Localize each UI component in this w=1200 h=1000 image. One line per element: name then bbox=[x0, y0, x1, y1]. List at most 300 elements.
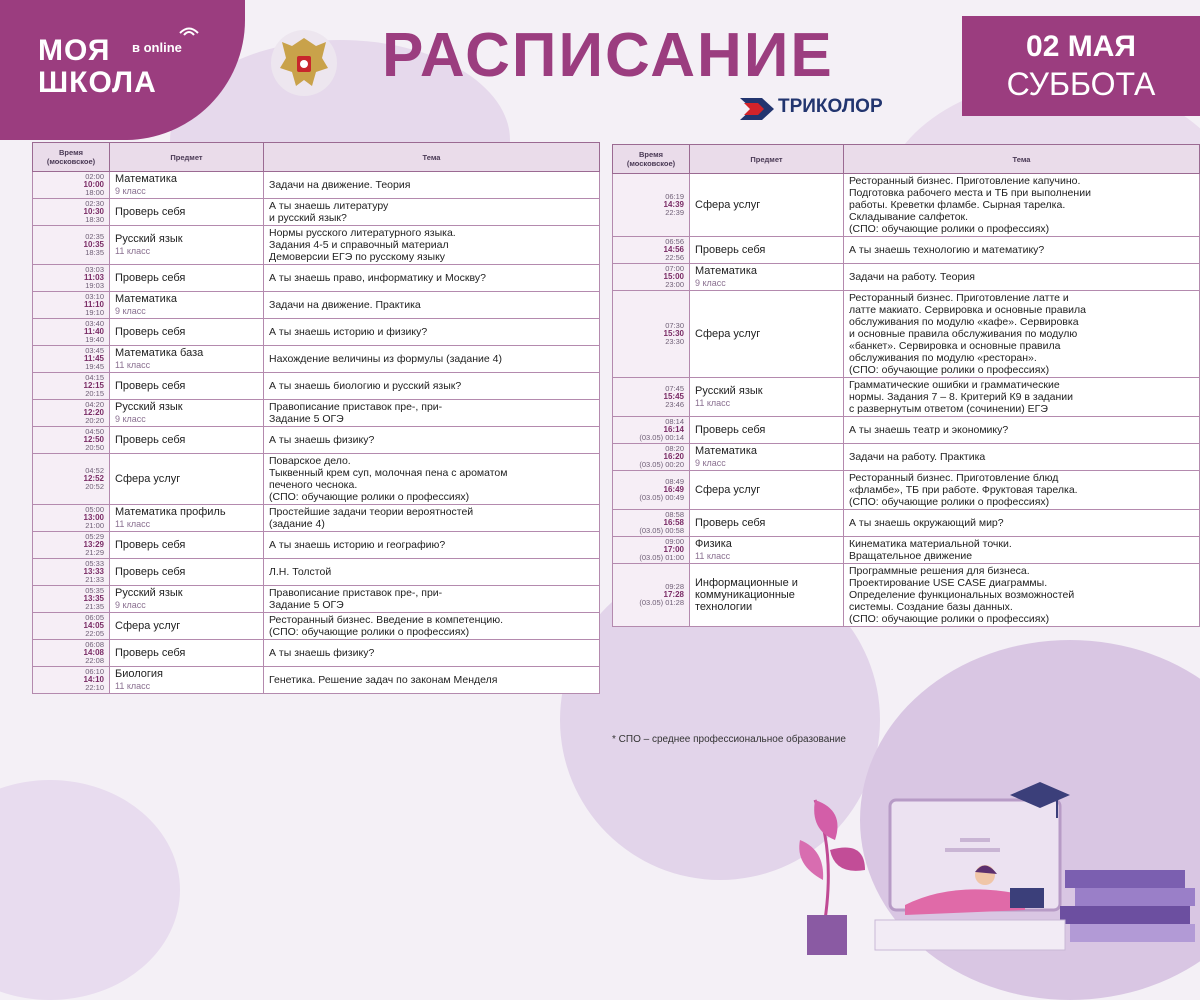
schedule-row bbox=[33, 586, 600, 613]
subject-cell bbox=[690, 291, 844, 378]
time-value: 21:33 bbox=[85, 575, 104, 584]
topic-line: Нормы русского литературного языка. bbox=[269, 227, 456, 239]
time-cell bbox=[613, 291, 690, 378]
footnote: * СПО – среднее профессиональное образование bbox=[612, 734, 846, 745]
topic-cell bbox=[844, 291, 1200, 378]
schedule-table-right bbox=[612, 144, 1200, 627]
subject-cell bbox=[110, 265, 264, 292]
time-value: 21:00 bbox=[85, 521, 104, 530]
subject-cell bbox=[110, 667, 264, 694]
topic-cell bbox=[264, 559, 600, 586]
topic-line: (СПО: обучающие ролики о профессиях) bbox=[269, 626, 470, 638]
moscow-time: 17:00 bbox=[663, 545, 684, 554]
subject-cell bbox=[110, 640, 264, 667]
background-blob bbox=[0, 780, 180, 1000]
topic-line: Проектирование USE CASE диаграммы. bbox=[849, 577, 1048, 589]
topic-cell bbox=[264, 346, 600, 373]
subject-cell bbox=[110, 319, 264, 346]
topic-line: латте макиато. Сервировка и основные правила bbox=[849, 304, 1086, 316]
topic-cell bbox=[844, 378, 1200, 417]
topic-line: (СПО: обучающие ролики о профессиях) bbox=[269, 491, 470, 503]
subject-cell bbox=[690, 264, 844, 291]
moscow-time: 11:45 bbox=[83, 354, 104, 363]
time-value: 20:20 bbox=[85, 416, 104, 425]
schedule-row bbox=[613, 291, 1200, 378]
time-value: 06:56 bbox=[665, 237, 684, 246]
subject-name: Сфера услуг bbox=[115, 620, 181, 632]
topic-line: А ты знаешь технологию и математику? bbox=[849, 244, 1045, 256]
subject-name: Физика bbox=[695, 538, 732, 550]
grade-label: 9 класс bbox=[115, 306, 146, 316]
subject-name: Русский язык bbox=[695, 385, 763, 397]
time-value: 02:00 bbox=[85, 172, 104, 181]
time-value: 05:00 bbox=[85, 505, 104, 514]
moscow-time: 14:56 bbox=[663, 245, 684, 254]
grade-label: 11 класс bbox=[695, 398, 731, 408]
time-value: 09:28 bbox=[665, 582, 684, 591]
moscow-time: 16:20 bbox=[663, 452, 684, 461]
schedule-row bbox=[613, 237, 1200, 264]
subject-cell bbox=[690, 444, 844, 471]
date-label: 02 МАЯ bbox=[1026, 30, 1136, 63]
time-value: 04:15 bbox=[85, 373, 104, 382]
moscow-time: 16:14 bbox=[663, 425, 684, 434]
moscow-time: 16:49 bbox=[663, 485, 684, 494]
schedule-row bbox=[33, 613, 600, 640]
topic-line: с развернутым ответом (сочинении) ЕГЭ bbox=[849, 403, 1048, 415]
subject-cell bbox=[110, 199, 264, 226]
topic-line: (СПО: обучающие ролики о профессиях) bbox=[849, 223, 1050, 235]
schedule-row bbox=[33, 427, 600, 454]
time-value: 21:35 bbox=[85, 602, 104, 611]
time-cell bbox=[613, 510, 690, 537]
time-value: 22:08 bbox=[85, 656, 104, 665]
subject-name: Проверь себя bbox=[695, 517, 766, 529]
grade-label: 9 класс bbox=[115, 186, 146, 196]
time-value: 07:00 bbox=[665, 264, 684, 273]
schedule-row bbox=[33, 667, 600, 694]
schedule-row bbox=[33, 319, 600, 346]
subject-name: Проверь себя bbox=[115, 647, 186, 659]
time-cell bbox=[613, 174, 690, 237]
subject-cell bbox=[110, 400, 264, 427]
time-value: (03.05) 01:00 bbox=[639, 553, 684, 562]
topic-line: Простейшие задачи теории вероятностей bbox=[269, 506, 474, 518]
schedule-row bbox=[33, 505, 600, 532]
topic-line: Задачи на движение. Теория bbox=[269, 179, 411, 191]
moscow-time: 12:20 bbox=[83, 408, 104, 417]
time-cell bbox=[33, 667, 110, 694]
topic-cell bbox=[264, 265, 600, 292]
grade-label: 9 класс bbox=[115, 600, 146, 610]
moscow-time: 13:00 bbox=[83, 513, 104, 522]
topic-line: Правописание приставок пре-, при- bbox=[269, 401, 443, 413]
topic-line: А ты знаешь физику? bbox=[269, 647, 375, 659]
subject-name: Проверь себя bbox=[115, 566, 186, 578]
topic-line: Определение функциональных возможностей bbox=[849, 589, 1075, 601]
subject-cell bbox=[110, 346, 264, 373]
topic-line: Поварское дело. bbox=[269, 455, 351, 467]
time-value: 19:45 bbox=[85, 362, 104, 371]
topic-line: Задачи на движение. Практика bbox=[269, 299, 421, 311]
time-value: (03.05) 00:14 bbox=[639, 433, 684, 442]
subject-name: Проверь себя bbox=[115, 272, 186, 284]
time-value: 21:29 bbox=[85, 548, 104, 557]
logo-line2: ШКОЛА bbox=[38, 66, 157, 99]
moscow-time: 14:05 bbox=[83, 621, 104, 630]
time-cell bbox=[33, 613, 110, 640]
time-value: 06:08 bbox=[85, 640, 104, 649]
topic-line: нормы. Задания 7 – 8. Критерий К9 в задании bbox=[849, 391, 1074, 403]
topic-line: А ты знаешь историю и географию? bbox=[269, 539, 446, 551]
subject-name: Русский язык bbox=[115, 233, 183, 245]
time-value: 04:20 bbox=[85, 400, 104, 409]
time-value: 23:30 bbox=[665, 337, 684, 346]
topic-line: и русский язык? bbox=[269, 212, 347, 224]
subject-name: Математика база bbox=[115, 347, 204, 359]
moscow-time: 10:30 bbox=[83, 207, 104, 216]
subject-name: Математика bbox=[695, 445, 757, 457]
time-cell bbox=[613, 444, 690, 471]
subject-name: Математика профиль bbox=[115, 506, 226, 518]
moscow-time: 13:33 bbox=[83, 567, 104, 576]
time-value: 19:10 bbox=[85, 308, 104, 317]
time-value: 20:15 bbox=[85, 389, 104, 398]
time-value: 22:10 bbox=[85, 683, 104, 692]
column-header-subject: Предмет bbox=[110, 143, 264, 172]
time-cell bbox=[613, 237, 690, 264]
subject-cell bbox=[110, 454, 264, 505]
topic-cell bbox=[264, 226, 600, 265]
time-value: 03:40 bbox=[85, 319, 104, 328]
schedule-row bbox=[613, 264, 1200, 291]
schedule-row bbox=[33, 454, 600, 505]
topic-line: Л.Н. Толстой bbox=[269, 566, 332, 578]
topic-cell bbox=[844, 510, 1200, 537]
topic-line: работы. Креветки фламбе. Сырная тарелка. bbox=[849, 199, 1066, 211]
moscow-time: 15:00 bbox=[663, 272, 684, 281]
weekday-label: СУББОТА bbox=[1006, 66, 1156, 102]
time-cell bbox=[33, 559, 110, 586]
schedule-row bbox=[33, 265, 600, 292]
topic-line: А ты знаешь театр и экономику? bbox=[849, 424, 1009, 436]
time-cell bbox=[33, 226, 110, 265]
tricolor-chevron-icon bbox=[740, 96, 776, 122]
topic-cell bbox=[844, 174, 1200, 237]
time-cell bbox=[33, 373, 110, 400]
date-box bbox=[962, 16, 1200, 116]
topic-line: (СПО: обучающие ролики о профессиях) bbox=[849, 364, 1050, 376]
schedule-row bbox=[613, 537, 1200, 564]
time-value: 07:45 bbox=[665, 384, 684, 393]
column-header-time: Время (московское) bbox=[33, 143, 110, 172]
time-value: 22:56 bbox=[665, 253, 684, 262]
moscow-time: 15:30 bbox=[663, 329, 684, 338]
time-value: 19:03 bbox=[85, 281, 104, 290]
topic-cell bbox=[264, 400, 600, 427]
moscow-time: 10:35 bbox=[83, 240, 104, 249]
time-cell bbox=[613, 417, 690, 444]
tricolor-logo bbox=[740, 96, 883, 122]
time-cell bbox=[33, 454, 110, 505]
subject-cell bbox=[110, 613, 264, 640]
time-cell bbox=[33, 400, 110, 427]
subject-name: Проверь себя bbox=[115, 380, 186, 392]
topic-cell bbox=[264, 640, 600, 667]
time-value: (03.05) 00:20 bbox=[639, 460, 684, 469]
column-header-topic: Тема bbox=[264, 143, 600, 172]
schedule-row bbox=[613, 417, 1200, 444]
time-cell bbox=[33, 427, 110, 454]
page-title: РАСПИСАНИЕ bbox=[382, 21, 834, 90]
time-value: 20:50 bbox=[85, 443, 104, 452]
topic-line: Грамматические ошибки и грамматические bbox=[849, 379, 1060, 391]
time-value: 08:14 bbox=[665, 417, 684, 426]
time-value: 05:33 bbox=[85, 559, 104, 568]
topic-line: Подготовка рабочего места и ТБ при выполнении bbox=[849, 187, 1091, 199]
time-cell bbox=[613, 378, 690, 417]
time-cell bbox=[33, 292, 110, 319]
topic-line: А ты знаешь физику? bbox=[269, 434, 375, 446]
topic-line: Задания 4-5 и справочный материал bbox=[269, 239, 449, 251]
topic-cell bbox=[264, 667, 600, 694]
student-illustration bbox=[795, 770, 1200, 960]
topic-line: Программные решения для бизнеса. bbox=[849, 565, 1030, 577]
grade-label: 9 класс bbox=[695, 278, 726, 288]
subject-cell bbox=[110, 427, 264, 454]
time-cell bbox=[33, 265, 110, 292]
schedule-row bbox=[613, 471, 1200, 510]
time-value: 08:49 bbox=[665, 477, 684, 486]
tricolor-name: ТРИКОЛОР bbox=[778, 96, 883, 117]
time-value: 20:52 bbox=[85, 482, 104, 491]
topic-cell bbox=[264, 373, 600, 400]
schedule-row bbox=[33, 373, 600, 400]
time-value: 18:30 bbox=[85, 215, 104, 224]
topic-line: «банкет». Сервировка и основные правила bbox=[849, 340, 1061, 352]
subject-cell bbox=[110, 373, 264, 400]
topic-line: Демоверсии ЕГЭ по русскому языку bbox=[269, 251, 446, 263]
time-value: 08:20 bbox=[665, 444, 684, 453]
grade-label: 11 класс bbox=[115, 360, 151, 370]
moscow-time: 14:39 bbox=[663, 200, 684, 209]
subject-name: Проверь себя bbox=[115, 539, 186, 551]
moscow-time: 14:08 bbox=[83, 648, 104, 657]
time-value: 18:00 bbox=[85, 188, 104, 197]
moscow-time: 13:29 bbox=[83, 540, 104, 549]
topic-line: Вращательное движение bbox=[849, 550, 973, 562]
moscow-time: 17:28 bbox=[663, 590, 684, 599]
time-value: 03:10 bbox=[85, 292, 104, 301]
time-value: 04:52 bbox=[85, 466, 104, 475]
topic-line: Задание 5 ОГЭ bbox=[269, 599, 344, 611]
topic-cell bbox=[844, 417, 1200, 444]
topic-line: обслуживания по модулю «ресторан». bbox=[849, 352, 1037, 364]
topic-line: А ты знаешь литературу bbox=[269, 200, 389, 212]
time-cell bbox=[613, 264, 690, 291]
time-cell bbox=[33, 640, 110, 667]
logo-line1: МОЯ bbox=[38, 34, 111, 67]
time-cell bbox=[33, 346, 110, 373]
schedule-row bbox=[613, 510, 1200, 537]
time-cell bbox=[33, 199, 110, 226]
time-value: 23:00 bbox=[665, 280, 684, 289]
time-cell bbox=[613, 471, 690, 510]
topic-line: Ресторанный бизнес. Приготовление блюд bbox=[849, 472, 1059, 484]
subject-cell bbox=[690, 378, 844, 417]
subject-cell bbox=[110, 292, 264, 319]
topic-cell bbox=[264, 586, 600, 613]
moscow-time: 14:10 bbox=[83, 675, 104, 684]
subject-cell bbox=[690, 174, 844, 237]
grade-label: 11 класс bbox=[115, 681, 151, 691]
moscow-time: 11:10 bbox=[83, 300, 104, 309]
topic-cell bbox=[264, 532, 600, 559]
subject-cell bbox=[690, 564, 844, 627]
time-value: 05:35 bbox=[85, 586, 104, 595]
column-header-time: Время (московское) bbox=[613, 145, 690, 174]
topic-cell bbox=[264, 427, 600, 454]
time-cell bbox=[33, 319, 110, 346]
moscow-time: 15:45 bbox=[663, 392, 684, 401]
subject-cell bbox=[690, 537, 844, 564]
schedule-row bbox=[33, 346, 600, 373]
topic-line: Задачи на работу. Теория bbox=[849, 271, 975, 283]
subject-name: Русский язык bbox=[115, 587, 183, 599]
topic-line: (задание 4) bbox=[269, 518, 325, 530]
subject-name: Биология bbox=[115, 668, 164, 680]
schedule-row bbox=[33, 292, 600, 319]
moscow-time: 11:40 bbox=[83, 327, 104, 336]
topic-line: А ты знаешь право, информатику и Москву? bbox=[269, 272, 486, 284]
subject-name: Сфера услуг bbox=[695, 328, 761, 340]
topic-cell bbox=[844, 564, 1200, 627]
topic-line: Генетика. Решение задач по законам Менделя bbox=[269, 674, 498, 686]
time-value: 19:40 bbox=[85, 335, 104, 344]
topic-line: Задание 5 ОГЭ bbox=[269, 413, 344, 425]
moscow-time: 12:52 bbox=[83, 474, 104, 483]
moscow-time: 10:00 bbox=[83, 180, 104, 189]
topic-line: Ресторанный бизнес. Приготовление капучино. bbox=[849, 175, 1081, 187]
topic-line: А ты знаешь биологию и русский язык? bbox=[269, 380, 462, 392]
time-value: 22:39 bbox=[665, 208, 684, 217]
subject-cell bbox=[690, 510, 844, 537]
topic-line: «фламбе», ТБ при работе. Фруктовая тарелка. bbox=[849, 484, 1078, 496]
time-value: 03:03 bbox=[85, 265, 104, 274]
schedule-row bbox=[613, 564, 1200, 627]
subject-name: Сфера услуг bbox=[115, 473, 181, 485]
topic-cell bbox=[264, 505, 600, 532]
schedule-row bbox=[613, 444, 1200, 471]
topic-line: (СПО: обучающие ролики о профессиях) bbox=[849, 496, 1050, 508]
topic-line: А ты знаешь историю и физику? bbox=[269, 326, 428, 338]
topic-cell bbox=[844, 471, 1200, 510]
topic-cell bbox=[264, 199, 600, 226]
topic-line: А ты знаешь окружающий мир? bbox=[849, 517, 1004, 529]
column-header-topic: Тема bbox=[844, 145, 1200, 174]
topic-line: Ресторанный бизнес. Введение в компетенцию. bbox=[269, 614, 504, 626]
time-value: 04:50 bbox=[85, 427, 104, 436]
time-value: (03.05) 01:28 bbox=[639, 598, 684, 607]
topic-cell bbox=[264, 292, 600, 319]
moscow-time: 16:58 bbox=[663, 518, 684, 527]
subject-name: Математика bbox=[115, 293, 177, 305]
column-header-subject: Предмет bbox=[690, 145, 844, 174]
schedule-row bbox=[33, 559, 600, 586]
subject-cell bbox=[110, 505, 264, 532]
time-value: 02:35 bbox=[85, 232, 104, 241]
topic-line: системы. Создание базы данных. bbox=[849, 601, 1013, 613]
subject-name: Проверь себя bbox=[115, 434, 186, 446]
topic-cell bbox=[844, 264, 1200, 291]
topic-cell bbox=[264, 613, 600, 640]
topic-cell bbox=[844, 444, 1200, 471]
time-cell bbox=[33, 505, 110, 532]
subject-name: Проверь себя bbox=[695, 244, 766, 256]
grade-label: 9 класс bbox=[695, 458, 726, 468]
subject-cell bbox=[690, 417, 844, 444]
subject-cell bbox=[110, 532, 264, 559]
topic-line: Нахождение величины из формулы (задание 4) bbox=[269, 353, 502, 365]
plant-illustration bbox=[799, 800, 865, 955]
time-value: 02:30 bbox=[85, 199, 104, 208]
time-value: (03.05) 00:58 bbox=[639, 526, 684, 535]
moscow-time: 12:50 bbox=[83, 435, 104, 444]
time-value: 22:05 bbox=[85, 629, 104, 638]
subject-name: Информационные и коммуникационные технологии bbox=[695, 577, 798, 613]
subject-cell bbox=[110, 559, 264, 586]
grade-label: 9 класс bbox=[115, 414, 146, 424]
time-cell bbox=[613, 537, 690, 564]
subject-cell bbox=[110, 226, 264, 265]
topic-line: Складывание салфеток. bbox=[849, 211, 969, 223]
moscow-time: 13:35 bbox=[83, 594, 104, 603]
topic-line: Тыквенный крем суп, молочная пена с ароматом bbox=[269, 467, 508, 479]
subject-name: Проверь себя bbox=[115, 326, 186, 338]
schedule-row bbox=[33, 226, 600, 265]
topic-line: обслуживания по модулю «кафе». Сервировка bbox=[849, 316, 1079, 328]
grade-label: 11 класс bbox=[115, 519, 151, 529]
moscow-time: 12:15 bbox=[83, 381, 104, 390]
schedule-table-left bbox=[32, 142, 600, 694]
subject-name: Сфера услуг bbox=[695, 199, 761, 211]
subject-name: Математика bbox=[115, 173, 177, 185]
schedule-row bbox=[33, 640, 600, 667]
schedule-row bbox=[33, 172, 600, 199]
schedule-row bbox=[613, 174, 1200, 237]
schedule-row bbox=[33, 400, 600, 427]
moscow-time: 11:03 bbox=[83, 273, 104, 282]
wifi-icon bbox=[178, 24, 200, 38]
subject-name: Проверь себя bbox=[695, 424, 766, 436]
subject-cell bbox=[690, 471, 844, 510]
time-value: 07:30 bbox=[665, 321, 684, 330]
grade-label: 11 класс bbox=[115, 246, 151, 256]
subject-name: Проверь себя bbox=[115, 206, 186, 218]
time-cell bbox=[33, 586, 110, 613]
topic-line: Кинематика материальной точки. bbox=[849, 538, 1012, 550]
time-value: 06:05 bbox=[85, 613, 104, 622]
schedule-row bbox=[33, 532, 600, 559]
time-cell bbox=[33, 532, 110, 559]
topic-line: (СПО: обучающие ролики о профессиях) bbox=[849, 613, 1050, 625]
time-value: 03:45 bbox=[85, 346, 104, 355]
topic-line: Задачи на работу. Практика bbox=[849, 451, 986, 463]
time-value: 06:19 bbox=[665, 192, 684, 201]
time-value: 23:46 bbox=[665, 400, 684, 409]
topic-cell bbox=[264, 319, 600, 346]
topic-line: Ресторанный бизнес. Приготовление латте и bbox=[849, 292, 1069, 304]
